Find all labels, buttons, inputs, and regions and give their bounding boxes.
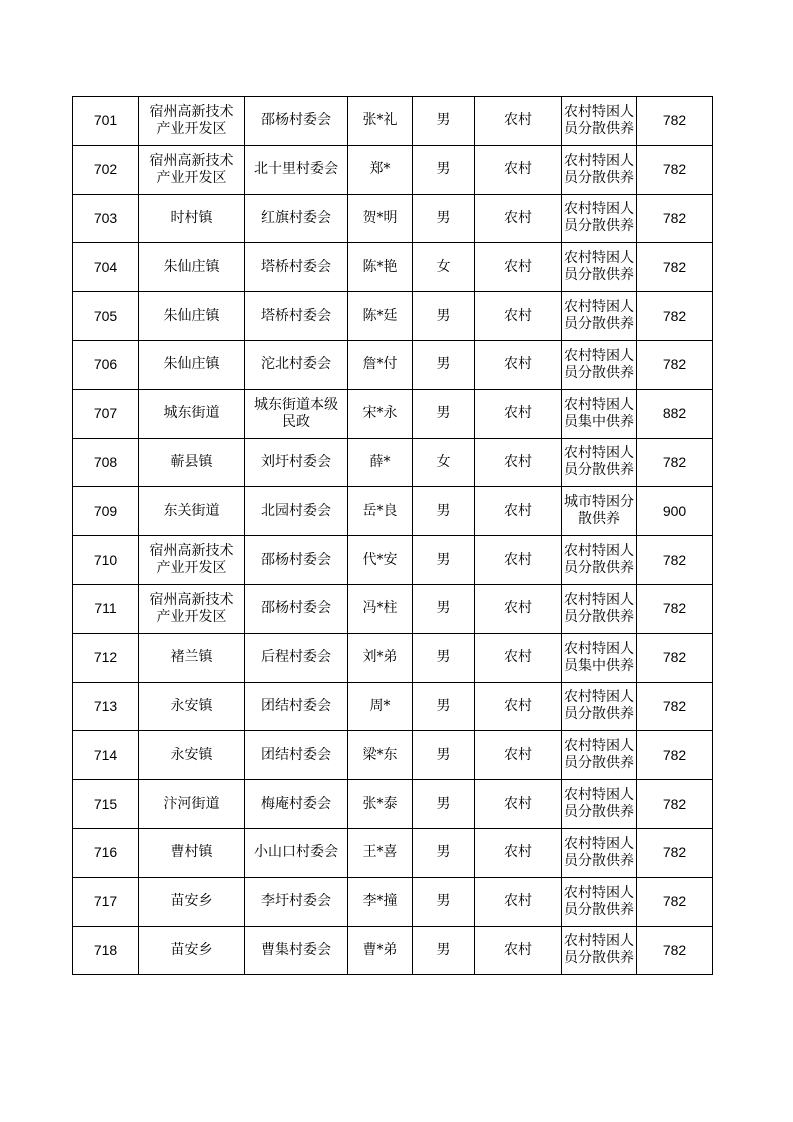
cell-number: 717 — [73, 877, 139, 926]
cell-number: 709 — [73, 487, 139, 536]
cell-category — [562, 536, 637, 585]
table-row — [73, 877, 713, 926]
category-text: 农村特困人员分散供养 — [564, 543, 634, 577]
cell-category — [562, 584, 637, 633]
village-text: 北十里村委会 — [254, 161, 338, 178]
cell-village — [245, 194, 348, 243]
cell-area: 农村 — [475, 438, 562, 487]
cell-town — [139, 292, 245, 341]
cell-area: 农村 — [475, 926, 562, 975]
cell-amount: 782 — [637, 584, 713, 633]
cell-town — [139, 780, 245, 829]
cell-number: 714 — [73, 731, 139, 780]
cell-area: 农村 — [475, 340, 562, 389]
cell-name: 代*安 — [348, 536, 413, 585]
village-text: 邵杨村委会 — [261, 551, 331, 568]
cell-category — [562, 292, 637, 341]
cell-village — [245, 877, 348, 926]
cell-category — [562, 97, 637, 146]
cell-town — [139, 633, 245, 682]
cell-town — [139, 487, 245, 536]
cell-village — [245, 145, 348, 194]
category-text: 农村特困人员分散供养 — [564, 787, 634, 821]
town-text: 朱仙庄镇 — [163, 356, 220, 373]
cell-category — [562, 340, 637, 389]
cell-area: 农村 — [475, 633, 562, 682]
table-row — [73, 194, 713, 243]
cell-village — [245, 926, 348, 975]
cell-name: 梁*东 — [348, 731, 413, 780]
cell-area: 农村 — [475, 536, 562, 585]
cell-number: 715 — [73, 780, 139, 829]
cell-area: 农村 — [475, 292, 562, 341]
cell-town — [139, 877, 245, 926]
category-text: 农村特困人员分散供养 — [564, 103, 634, 137]
cell-name: 冯*柱 — [348, 584, 413, 633]
cell-amount: 782 — [637, 97, 713, 146]
cell-number: 711 — [73, 584, 139, 633]
table-row — [73, 731, 713, 780]
cell-category — [562, 633, 637, 682]
cell-gender: 男 — [413, 633, 475, 682]
cell-category — [562, 682, 637, 731]
cell-town — [139, 97, 245, 146]
table-row — [73, 292, 713, 341]
category-text: 农村特困人员分散供养 — [564, 835, 634, 869]
category-text: 农村特困人员集中供养 — [564, 396, 634, 430]
town-text: 城东街道 — [163, 405, 220, 422]
cell-category — [562, 731, 637, 780]
cell-amount: 782 — [637, 828, 713, 877]
cell-area: 农村 — [475, 780, 562, 829]
cell-name: 薛* — [348, 438, 413, 487]
cell-town — [139, 438, 245, 487]
table-row — [73, 926, 713, 975]
cell-village — [245, 780, 348, 829]
cell-area: 农村 — [475, 682, 562, 731]
cell-village — [245, 438, 348, 487]
cell-village — [245, 633, 348, 682]
cell-town — [139, 682, 245, 731]
cell-area: 农村 — [475, 877, 562, 926]
town-text: 宿州高新技术产业开发区 — [149, 152, 234, 186]
cell-village — [245, 243, 348, 292]
cell-name: 刘*弟 — [348, 633, 413, 682]
cell-number: 706 — [73, 340, 139, 389]
cell-village — [245, 487, 348, 536]
roster-table — [72, 96, 713, 975]
cell-gender: 男 — [413, 389, 475, 438]
category-text: 农村特困人员分散供养 — [564, 933, 634, 967]
cell-area: 农村 — [475, 243, 562, 292]
village-text: 小山口村委会 — [254, 844, 338, 861]
category-text: 农村特困人员分散供养 — [564, 347, 634, 381]
cell-category — [562, 828, 637, 877]
cell-amount: 782 — [637, 194, 713, 243]
cell-number: 705 — [73, 292, 139, 341]
cell-number: 712 — [73, 633, 139, 682]
cell-area: 农村 — [475, 731, 562, 780]
town-text: 苗安乡 — [170, 893, 213, 910]
cell-area: 农村 — [475, 97, 562, 146]
cell-town — [139, 145, 245, 194]
cell-category — [562, 487, 637, 536]
cell-gender: 男 — [413, 731, 475, 780]
cell-village — [245, 340, 348, 389]
cell-number: 703 — [73, 194, 139, 243]
cell-village — [245, 828, 348, 877]
cell-number: 710 — [73, 536, 139, 585]
cell-village — [245, 731, 348, 780]
town-text: 曹村镇 — [170, 844, 213, 861]
table-row — [73, 389, 713, 438]
cell-number: 708 — [73, 438, 139, 487]
village-text: 沱北村委会 — [261, 356, 331, 373]
cell-amount: 782 — [637, 926, 713, 975]
category-text: 农村特困人员分散供养 — [564, 884, 634, 918]
cell-gender: 女 — [413, 438, 475, 487]
cell-number: 702 — [73, 145, 139, 194]
category-text: 农村特困人员分散供养 — [564, 152, 634, 186]
cell-amount: 782 — [637, 438, 713, 487]
cell-village — [245, 389, 348, 438]
cell-area: 农村 — [475, 389, 562, 438]
cell-number: 707 — [73, 389, 139, 438]
cell-category — [562, 926, 637, 975]
village-text: 北园村委会 — [261, 502, 331, 519]
cell-area: 农村 — [475, 828, 562, 877]
cell-name: 李*撞 — [348, 877, 413, 926]
cell-category — [562, 780, 637, 829]
category-text: 农村特困人员分散供养 — [564, 201, 634, 235]
cell-amount: 782 — [637, 682, 713, 731]
category-text: 农村特困人员分散供养 — [564, 689, 634, 723]
cell-town — [139, 584, 245, 633]
cell-amount: 782 — [637, 243, 713, 292]
cell-amount: 782 — [637, 536, 713, 585]
cell-village — [245, 97, 348, 146]
village-text: 邵杨村委会 — [261, 600, 331, 617]
town-text: 永安镇 — [170, 697, 213, 714]
cell-village — [245, 536, 348, 585]
cell-gender: 男 — [413, 487, 475, 536]
cell-gender: 男 — [413, 536, 475, 585]
cell-village — [245, 584, 348, 633]
town-text: 宿州高新技术产业开发区 — [149, 591, 234, 625]
town-text: 永安镇 — [170, 746, 213, 763]
town-text: 朱仙庄镇 — [163, 307, 220, 324]
cell-amount: 782 — [637, 731, 713, 780]
cell-number: 701 — [73, 97, 139, 146]
table-row — [73, 438, 713, 487]
village-text: 塔桥村委会 — [261, 307, 331, 324]
cell-number: 713 — [73, 682, 139, 731]
village-text: 刘圩村委会 — [261, 453, 331, 470]
town-text: 时村镇 — [170, 209, 213, 226]
village-text: 李圩村委会 — [261, 893, 331, 910]
cell-name: 岳*良 — [348, 487, 413, 536]
cell-amount: 882 — [637, 389, 713, 438]
category-text: 农村特困人员集中供养 — [564, 640, 634, 674]
cell-name: 张*泰 — [348, 780, 413, 829]
cell-gender: 男 — [413, 584, 475, 633]
cell-amount: 782 — [637, 145, 713, 194]
table-row — [73, 682, 713, 731]
cell-town — [139, 389, 245, 438]
table-row — [73, 340, 713, 389]
cell-name: 郑* — [348, 145, 413, 194]
village-text: 城东街道本级民政 — [254, 396, 338, 430]
roster-body — [73, 97, 713, 975]
town-text: 宿州高新技术产业开发区 — [149, 103, 234, 137]
cell-category — [562, 389, 637, 438]
cell-amount: 782 — [637, 877, 713, 926]
table-row — [73, 780, 713, 829]
town-text: 苗安乡 — [170, 941, 213, 958]
cell-category — [562, 145, 637, 194]
cell-number: 704 — [73, 243, 139, 292]
village-text: 后程村委会 — [261, 649, 331, 666]
table-row — [73, 536, 713, 585]
cell-area: 农村 — [475, 487, 562, 536]
cell-town — [139, 243, 245, 292]
cell-town — [139, 536, 245, 585]
town-text: 朱仙庄镇 — [163, 258, 220, 275]
cell-category — [562, 438, 637, 487]
village-text: 曹集村委会 — [261, 941, 331, 958]
table-row — [73, 633, 713, 682]
cell-gender: 男 — [413, 145, 475, 194]
cell-area: 农村 — [475, 584, 562, 633]
cell-amount: 782 — [637, 292, 713, 341]
category-text: 农村特困人员分散供养 — [564, 250, 634, 284]
cell-name: 张*礼 — [348, 97, 413, 146]
cell-gender: 男 — [413, 194, 475, 243]
cell-number: 718 — [73, 926, 139, 975]
cell-town — [139, 926, 245, 975]
cell-name: 贺*明 — [348, 194, 413, 243]
village-text: 团结村委会 — [261, 746, 331, 763]
cell-name: 詹*付 — [348, 340, 413, 389]
town-text: 褚兰镇 — [170, 649, 213, 666]
town-text: 汴河街道 — [163, 795, 220, 812]
cell-name: 王*喜 — [348, 828, 413, 877]
table-row — [73, 97, 713, 146]
table-row — [73, 243, 713, 292]
cell-gender: 女 — [413, 243, 475, 292]
cell-name: 周* — [348, 682, 413, 731]
village-text: 团结村委会 — [261, 697, 331, 714]
cell-town — [139, 194, 245, 243]
cell-area: 农村 — [475, 194, 562, 243]
category-text: 农村特困人员分散供养 — [564, 445, 634, 479]
cell-gender: 男 — [413, 926, 475, 975]
cell-amount: 782 — [637, 633, 713, 682]
cell-amount: 900 — [637, 487, 713, 536]
cell-name: 宋*永 — [348, 389, 413, 438]
cell-name: 曹*弟 — [348, 926, 413, 975]
cell-category — [562, 194, 637, 243]
town-text: 东关街道 — [163, 502, 220, 519]
cell-category — [562, 877, 637, 926]
cell-gender: 男 — [413, 97, 475, 146]
town-text: 宿州高新技术产业开发区 — [149, 543, 234, 577]
cell-area: 农村 — [475, 145, 562, 194]
cell-town — [139, 828, 245, 877]
cell-town — [139, 731, 245, 780]
cell-name: 陈*艳 — [348, 243, 413, 292]
village-text: 红旗村委会 — [261, 209, 331, 226]
town-text: 蕲县镇 — [170, 453, 213, 470]
table-row — [73, 487, 713, 536]
cell-village — [245, 292, 348, 341]
village-text: 梅庵村委会 — [261, 795, 331, 812]
cell-village — [245, 682, 348, 731]
cell-gender: 男 — [413, 340, 475, 389]
cell-gender: 男 — [413, 877, 475, 926]
cell-amount: 782 — [637, 340, 713, 389]
cell-gender: 男 — [413, 828, 475, 877]
table-row — [73, 584, 713, 633]
cell-category — [562, 243, 637, 292]
cell-gender: 男 — [413, 292, 475, 341]
village-text: 塔桥村委会 — [261, 258, 331, 275]
category-text: 农村特困人员分散供养 — [564, 591, 634, 625]
category-text: 城市特困分散供养 — [564, 494, 634, 528]
table-row — [73, 145, 713, 194]
village-text: 邵杨村委会 — [261, 112, 331, 129]
cell-gender: 男 — [413, 682, 475, 731]
category-text: 农村特困人员分散供养 — [564, 299, 634, 333]
cell-gender: 男 — [413, 780, 475, 829]
cell-number: 716 — [73, 828, 139, 877]
cell-amount: 782 — [637, 780, 713, 829]
table-row — [73, 828, 713, 877]
cell-town — [139, 340, 245, 389]
cell-name: 陈*廷 — [348, 292, 413, 341]
category-text: 农村特困人员分散供养 — [564, 738, 634, 772]
